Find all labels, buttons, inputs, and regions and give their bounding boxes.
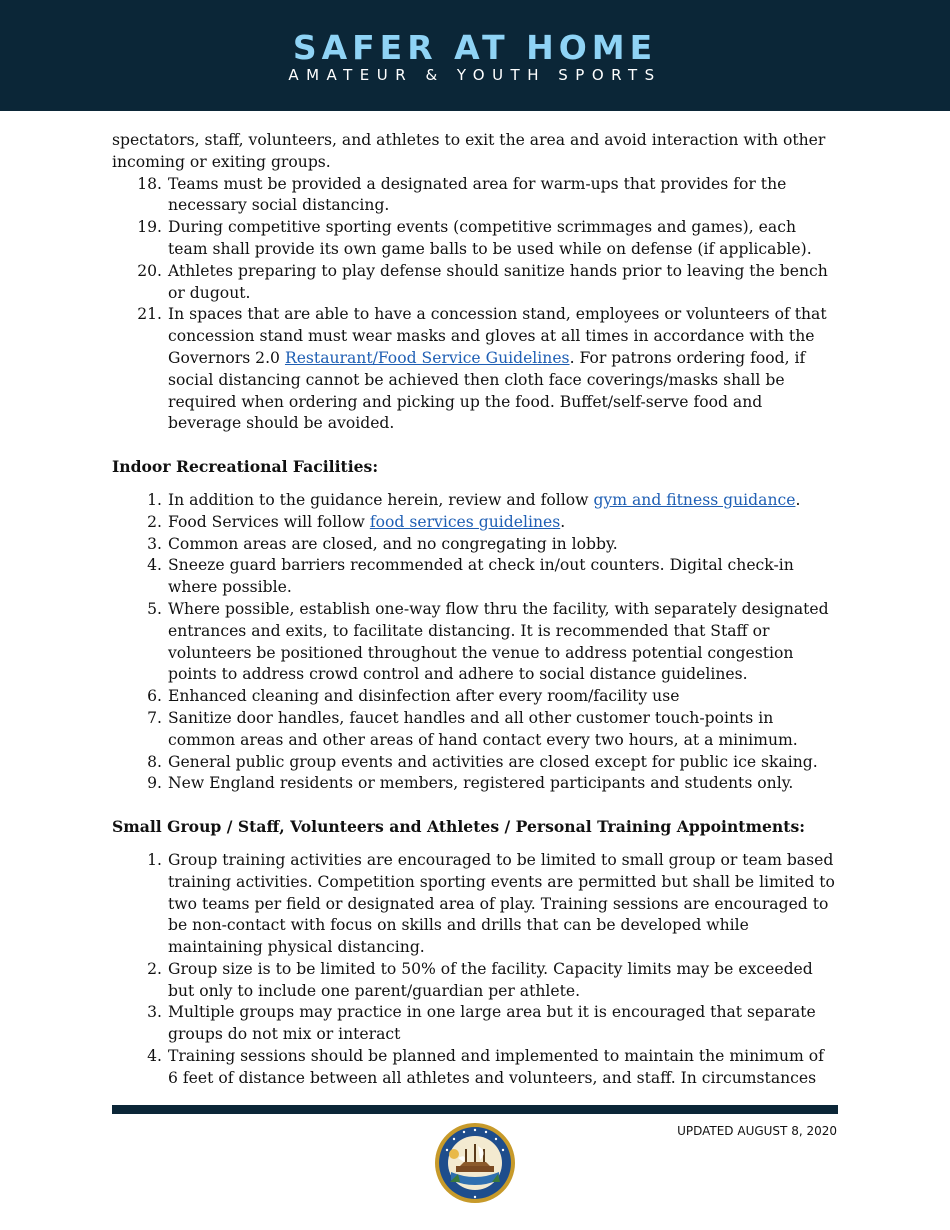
item-text: Group training activities are encouraged to be limited to small group or team based training activities. Competition sporting events are permitted but shall be limited to two teams per field or designated area of play. Training sessions are encouraged to be non-contact with focus on skills and drills that can be developed while maintaining physical distancing. bbox=[168, 850, 835, 957]
item-text-before: In addition to the guidance herein, review and follow bbox=[168, 490, 594, 509]
list-indoor bbox=[112, 490, 838, 795]
item-number: 4. bbox=[147, 556, 162, 575]
item-text: Athletes preparing to play defense should sanitize hands prior to leaving the bench or dugout. bbox=[168, 261, 828, 302]
document-body bbox=[112, 130, 838, 1090]
item-text: Sneeze guard barriers recommended at check in/out counters. Digital check-in where possible. bbox=[168, 556, 794, 597]
item-number: 19. bbox=[137, 218, 162, 237]
item-number: 5. bbox=[147, 599, 162, 618]
item-text: Where possible, establish one-way flow thru the facility, with separately designated entrances and exits, to facilitate distancing. It is recommended that Staff or volunteers be positioned throughout the venue to address potential congestion points to address crowd control and adhere to social distance guidelines. bbox=[168, 599, 829, 684]
item-number: 3. bbox=[147, 534, 162, 553]
header-banner bbox=[0, 0, 950, 111]
list-item bbox=[112, 708, 838, 752]
list-item bbox=[112, 1046, 838, 1090]
item-number: 8. bbox=[147, 752, 162, 771]
item-number: 2. bbox=[147, 512, 162, 531]
item-number: 1. bbox=[147, 850, 162, 869]
restaurant-guidelines-link[interactable]: Restaurant/Food Service Guidelines bbox=[284, 348, 570, 367]
list-item bbox=[112, 959, 838, 1003]
gym-fitness-guidance-link[interactable]: gym and fitness guidance bbox=[593, 490, 796, 509]
item-number: 20. bbox=[137, 261, 162, 280]
item-text: New England residents or members, registered participants and students only. bbox=[168, 774, 794, 793]
item-text-after: . bbox=[560, 512, 566, 531]
list-item bbox=[112, 686, 838, 708]
item-text-before: In spaces that are able to have a concession stand, employees or volunteers of that concession stand must wear masks and gloves at all times in accordance with the Governors 2.0 bbox=[168, 305, 827, 367]
list-top bbox=[112, 174, 838, 436]
list-item bbox=[112, 850, 838, 959]
item-number: 2. bbox=[147, 959, 162, 978]
item-number: 18. bbox=[137, 174, 162, 193]
item-number: 21. bbox=[137, 305, 162, 324]
list-item bbox=[112, 1002, 838, 1046]
list-item bbox=[112, 555, 838, 599]
list-item bbox=[112, 490, 838, 512]
list-item bbox=[112, 174, 838, 218]
footer-divider bbox=[112, 1105, 838, 1114]
list-item bbox=[112, 773, 838, 795]
continued-paragraph: spectators, staff, volunteers, and athletes to exit the area and avoid interaction with other incoming or exiting groups. bbox=[112, 131, 826, 171]
item-number: 7. bbox=[147, 708, 162, 727]
indoor-heading: Indoor Recreational Facilities: bbox=[112, 457, 379, 477]
item-text: Teams must be provided a designated area for warm-ups that provides for the necessary social distancing. bbox=[168, 174, 787, 215]
item-text-after: . bbox=[795, 490, 801, 509]
list-item bbox=[112, 304, 838, 435]
item-number: 9. bbox=[147, 774, 162, 793]
item-number: 1. bbox=[147, 490, 162, 509]
item-text: Multiple groups may practice in one large area but it is encouraged that separate groups do not mix or interact bbox=[168, 1003, 816, 1044]
item-text-after: . For patrons ordering food, if social distancing cannot be achieved then cloth face coverings/masks shall be required when ordering and picking up the food. Buffet/self-serve food and beverage should be avoided. bbox=[168, 348, 806, 433]
item-number: 4. bbox=[147, 1047, 162, 1066]
item-number: 3. bbox=[147, 1003, 162, 1022]
list-small-group bbox=[112, 850, 838, 1090]
header-subtitle: AMATEUR & YOUTH SPORTS bbox=[288, 66, 662, 84]
item-text: Sanitize door handles, faucet handles and all other customer touch-points in common areas and other areas of hand contact every two hours, at a minimum. bbox=[168, 708, 798, 749]
item-text: During competitive sporting events (competitive scrimmages and games), each team shall provide its own game balls to be used while on defense (if applicable). bbox=[168, 218, 812, 258]
item-text: Enhanced cleaning and disinfection after every room/facility use bbox=[168, 687, 680, 706]
list-item bbox=[112, 534, 838, 556]
item-number: 6. bbox=[147, 687, 162, 706]
item-text-before: Food Services will follow bbox=[168, 512, 370, 531]
food-services-guidelines-link[interactable]: food services guidelines bbox=[369, 512, 561, 531]
item-text: Group size is to be limited to 50% of the facility. Capacity limits may be exceeded but only to include one parent/guardian per athlete. bbox=[168, 959, 813, 1000]
header-title: SAFER AT HOME bbox=[292, 28, 658, 67]
small-group-heading: Small Group / Staff, Volunteers and Athletes / Personal Training Appointments: bbox=[112, 817, 805, 837]
list-item bbox=[112, 752, 838, 774]
list-item bbox=[112, 217, 838, 261]
item-text: General public group events and activities are closed except for public ice skaing. bbox=[168, 752, 818, 771]
list-item bbox=[112, 512, 838, 534]
state-seal-icon bbox=[434, 1122, 516, 1204]
list-item bbox=[112, 599, 838, 686]
updated-date: UPDATED AUGUST 8, 2020 bbox=[677, 1124, 837, 1138]
item-text: Common areas are closed, and no congregating in lobby. bbox=[168, 534, 618, 553]
item-text: Training sessions should be planned and implemented to maintain the minimum of 6 feet of distance between all athletes and volunteers, and staff. In circumstances bbox=[168, 1047, 824, 1087]
list-item bbox=[112, 261, 838, 305]
